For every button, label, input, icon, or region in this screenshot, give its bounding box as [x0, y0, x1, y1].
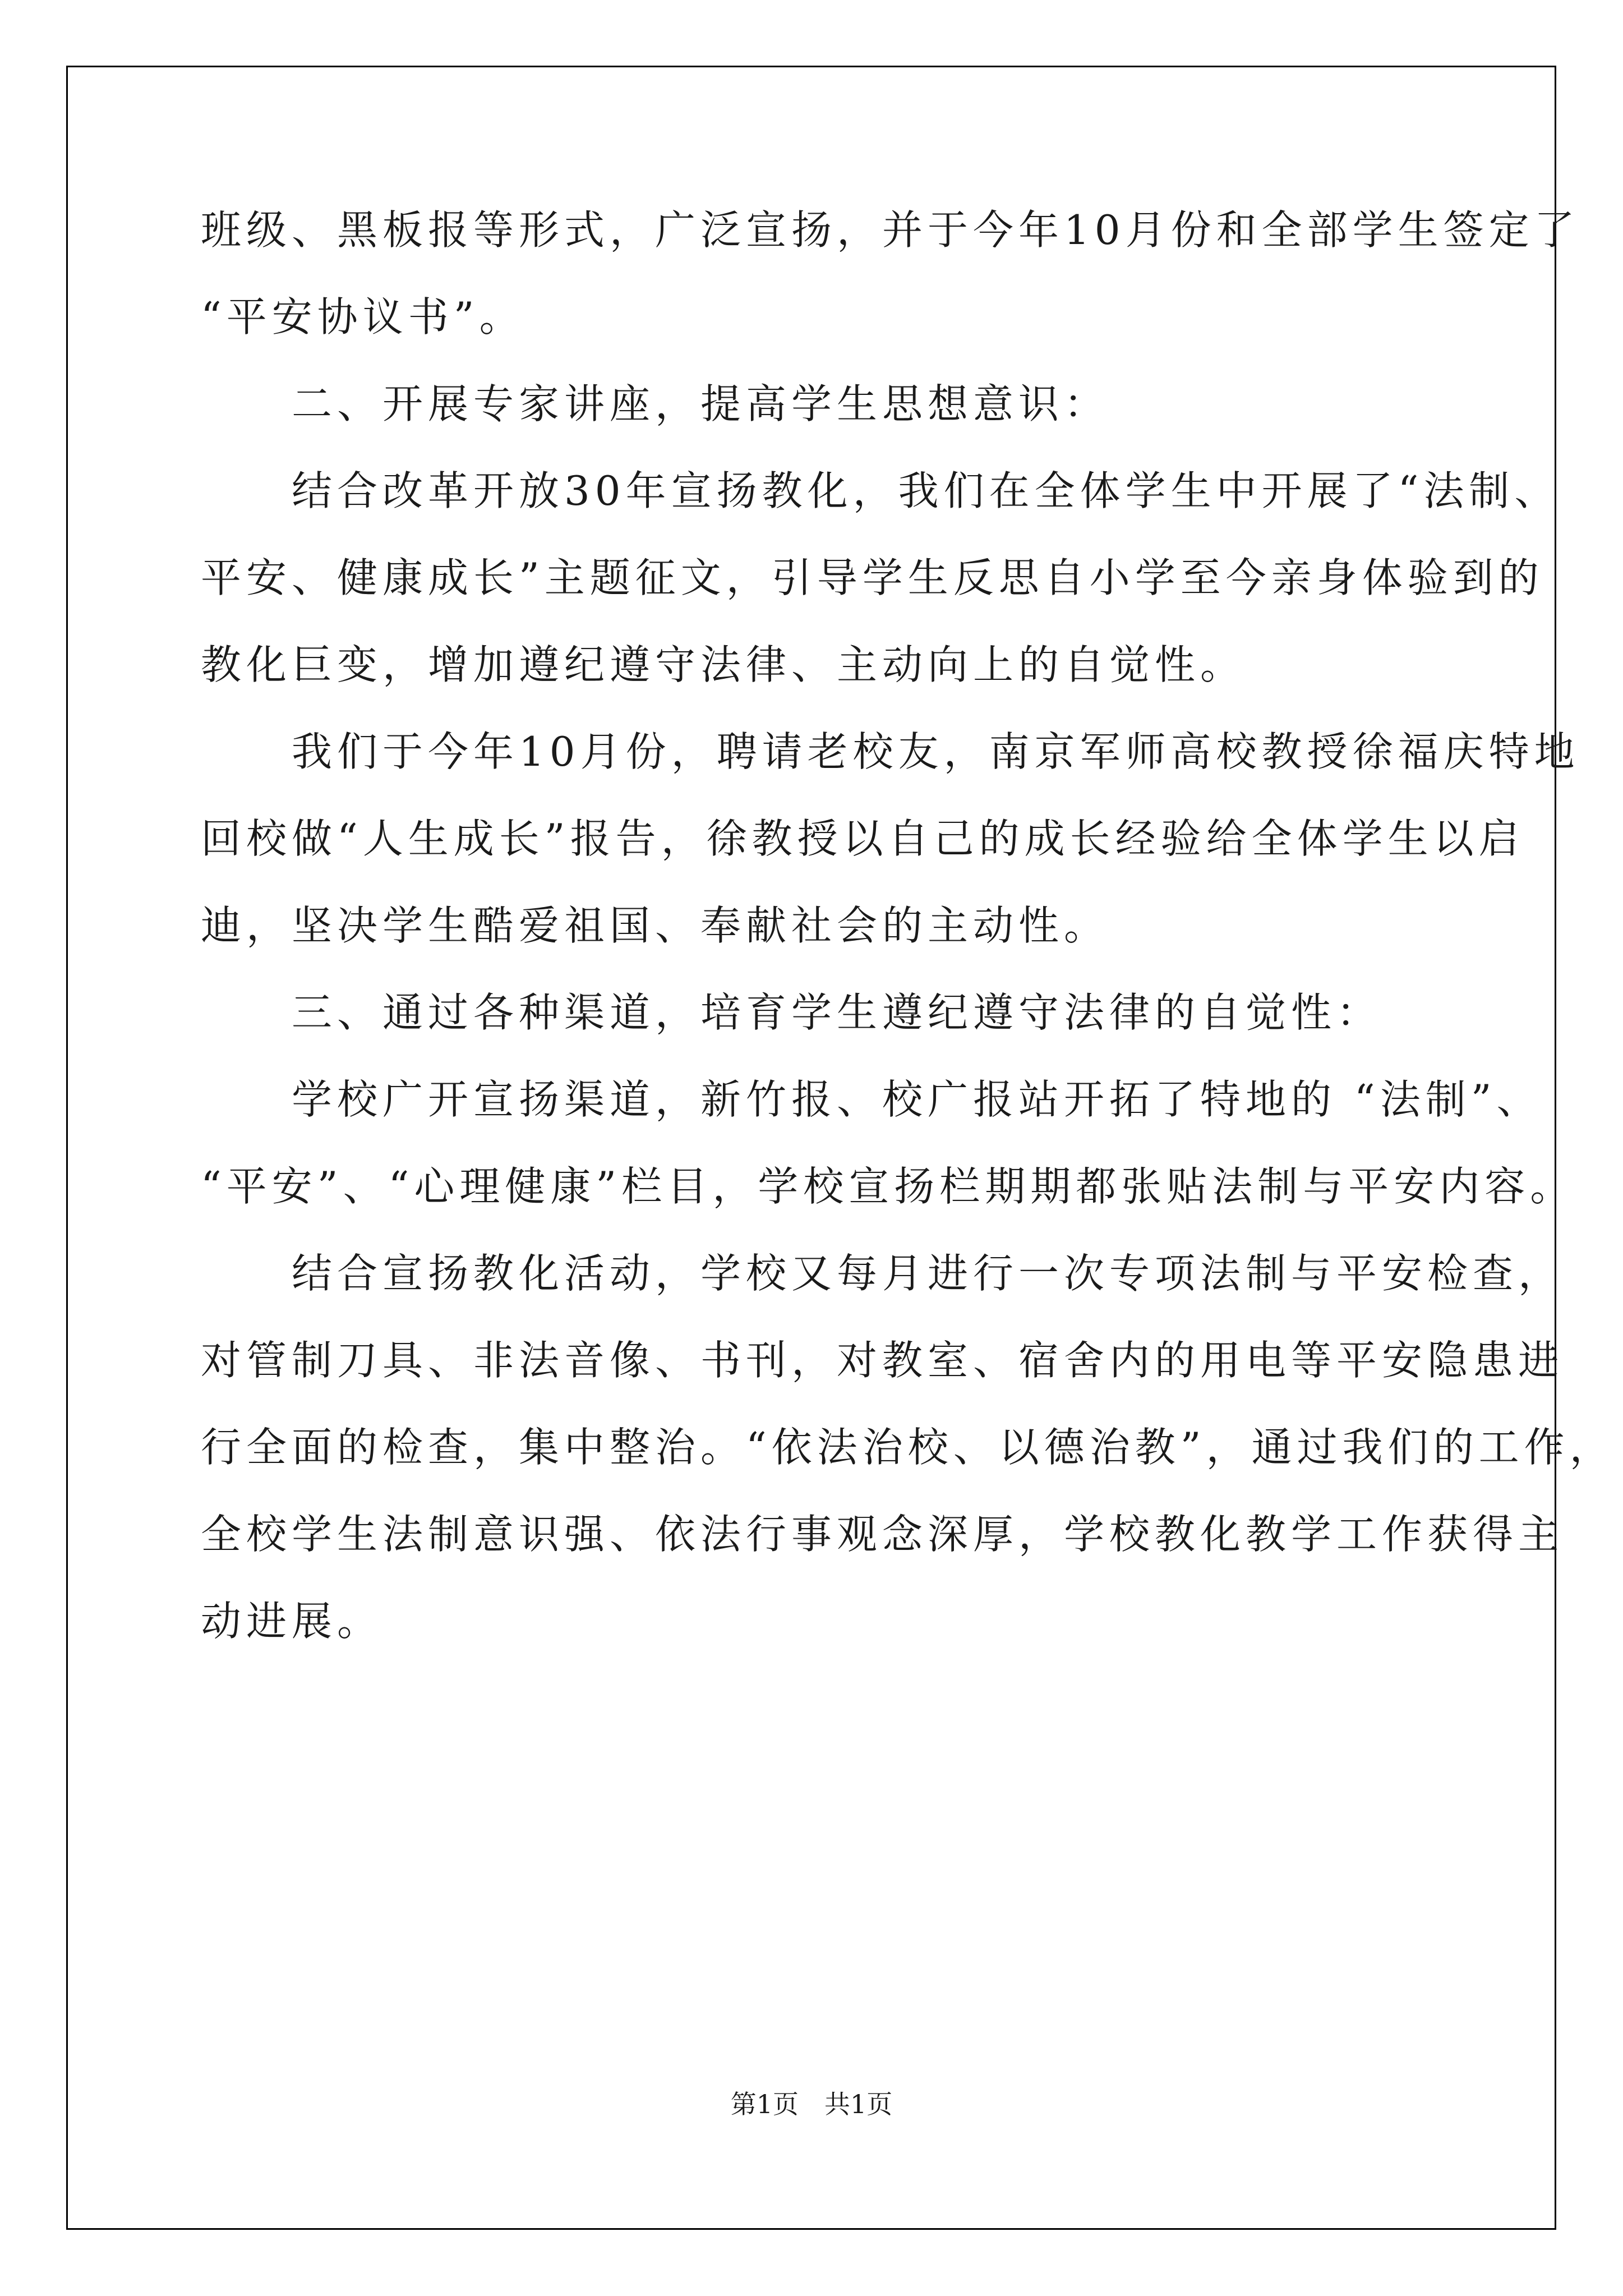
text-line: “平安”、“心理健康”栏目，学校宣扬栏期期都张贴法制与平安内容。 [201, 1163, 1576, 1210]
text-line: 班级、黑板报等形式，广泛宣扬，并于今年10月份和全部学生签定了 [201, 206, 1580, 254]
text-line: 学校广开宣扬渠道，新竹报、校广报站开拓了特地的 “法制”、 [201, 1076, 1542, 1123]
section-heading: 三、通过各种渠道，培育学生遵纪遵守法律的自觉性： [201, 989, 1382, 1036]
text-line: 动进展。 [201, 1598, 383, 1645]
text-line: 我们于今年10月份，聘请老校友，南京军师高校教授徐福庆特地 [201, 728, 1580, 775]
text-line: 结合宣扬教化活动，学校又每月进行一次专项法制与平安检查， [201, 1250, 1564, 1297]
text-line: 全校学生法制意识强、依法行事观念深厚，学校教化教学工作获得主 [201, 1511, 1564, 1558]
text-line: 对管制刀具、非法音像、书刊，对教室、宿舍内的用电等平安隐患进 [201, 1337, 1564, 1384]
text-line: 结合改革开放30年宣扬教化，我们在全体学生中开展了“法制、 [201, 467, 1560, 514]
text-line: 行全面的检查，集中整治。“依法治校、以德治教”，通过我们的工作， [201, 1424, 1615, 1471]
text-line: 平安、健康成长”主题征文，引导学生反思自小学至今亲身体验到的 [201, 554, 1544, 601]
page-number: 第1页 共1页 [730, 2089, 893, 2119]
text-line: 教化巨变，增加遵纪遵守法律、主动向上的自觉性。 [201, 641, 1246, 688]
text-line: 迪，坚决学生酷爱祖国、奉献社会的主动性。 [201, 902, 1110, 949]
text-line: “平安协议书”。 [201, 293, 525, 341]
text-line: 回校做“人生成长”报告，徐教授以自己的成长经验给全体学生以启 [201, 815, 1524, 862]
section-heading: 二、开展专家讲座，提高学生思想意识： [201, 380, 1110, 427]
